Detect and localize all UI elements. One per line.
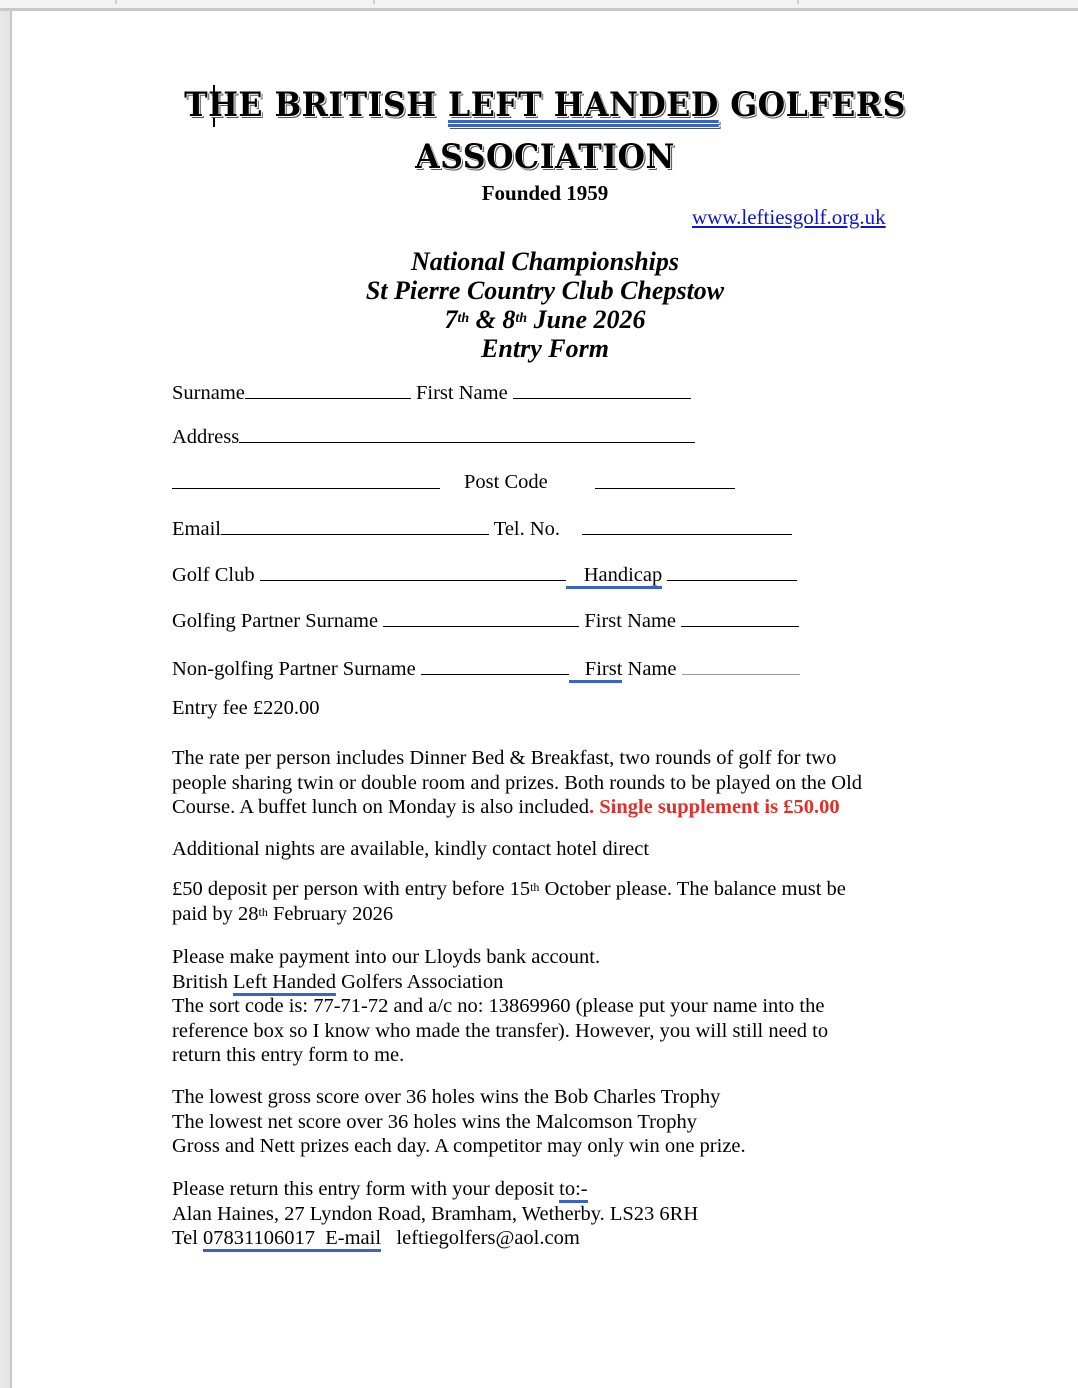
website-link[interactable]: www.leftiesgolf.org.uk — [692, 205, 886, 229]
payment-line: reference box so I know who made the transfer). However, you will still need to — [172, 1019, 829, 1042]
additional-nights: Additional nights are available, kindly contact hotel direct — [172, 838, 650, 860]
date-text: & 8 — [469, 305, 516, 334]
row-email — [172, 516, 560, 542]
golf-club-label: Golf Club — [172, 564, 255, 586]
title-text: GOLFERS — [718, 85, 906, 125]
ruler-tick — [373, 0, 375, 4]
row-golfing-partner — [172, 608, 799, 634]
email-field[interactable] — [221, 516, 489, 535]
row-postcode-field — [595, 470, 735, 496]
payment-line: return this entry form to me. — [172, 1044, 405, 1066]
first-name-field[interactable] — [513, 380, 691, 399]
title-text-spellchecked[interactable]: LEFT HANDED — [448, 85, 719, 125]
non-golfing-name-label: Name — [622, 658, 677, 680]
left-margin-bar — [0, 11, 12, 1388]
address-field[interactable] — [239, 424, 695, 443]
non-golfing-partner-first-name-field[interactable] — [682, 656, 800, 675]
ordinal-suffix: th — [258, 904, 268, 919]
ordinal-suffix: th — [530, 880, 540, 894]
golfing-partner-surname-field[interactable] — [383, 608, 579, 627]
tel-field[interactable] — [582, 516, 792, 535]
non-golfing-partner-surname-field[interactable] — [421, 656, 569, 675]
title-text: THE BRITISH — [184, 85, 449, 125]
rate-paragraph — [172, 746, 862, 820]
golfing-partner-first-name-field[interactable] — [681, 608, 799, 627]
tel-label: Tel. No. — [493, 518, 561, 540]
rate-line: people sharing twin or double room and prizes. Both rounds to be played on the Old — [172, 771, 863, 794]
handicap-field[interactable] — [667, 562, 797, 581]
date-suffix: th — [457, 311, 470, 326]
row-postcode — [172, 470, 440, 496]
payment-line: Golfers Association — [335, 970, 504, 993]
date-text: June 2026 — [527, 305, 646, 334]
email-label: Email — [172, 518, 221, 540]
ruler — [0, 0, 1078, 11]
deposit-text: February 2026 — [267, 902, 394, 925]
date-suffix: th — [515, 311, 528, 326]
ruler-tick — [115, 0, 117, 4]
spellcheck-word[interactable]: Left Handed — [233, 971, 336, 996]
founded-text: Founded 1959 — [481, 181, 609, 205]
trophy-line: The lowest gross score over 36 holes wins the Bob Charles Trophy — [172, 1086, 721, 1108]
post-code-label: Post Code — [464, 471, 548, 493]
address-label: Address — [172, 426, 240, 448]
rate-line: Course. A buffet lunch on Monday is also included — [172, 796, 589, 818]
date-text: 7 — [444, 305, 458, 334]
non-golfing-first-label[interactable]: First — [569, 658, 623, 683]
deposit-text: October please. The balance must be — [539, 878, 846, 900]
document-page[interactable] — [12, 11, 1078, 1388]
payment-paragraph — [172, 945, 828, 1068]
payment-line: British — [172, 970, 233, 993]
trophy-line: The lowest net score over 36 holes wins the Malcomson Trophy — [172, 1110, 697, 1133]
entry-fee: Entry fee £220.00 — [172, 697, 320, 719]
deposit-paragraph — [172, 877, 846, 926]
deposit-text: paid by 28 — [172, 902, 259, 925]
payment-line: Please make payment into our Lloyds bank account. — [172, 946, 601, 968]
address-line-2-field[interactable] — [172, 470, 440, 489]
heading-entry-form: Entry Form — [481, 334, 609, 363]
post-code-field[interactable] — [595, 470, 735, 489]
title-line-1 — [49, 85, 1040, 125]
deposit-text: £50 deposit per person with entry before 15 — [172, 878, 531, 900]
surname-label: Surname — [172, 382, 245, 404]
row-golf-club — [172, 562, 797, 588]
spellcheck-word[interactable]: to:- — [559, 1178, 587, 1203]
non-golfing-partner-surname-label: Non-golfing Partner Surname — [172, 658, 416, 680]
ruler-tick — [797, 0, 799, 4]
heading-venue: St Pierre Country Club Chepstow — [365, 276, 725, 305]
golf-club-field[interactable] — [260, 562, 566, 581]
row-tel-field — [582, 516, 792, 542]
phone-number[interactable]: 07831106017 E-mail — [203, 1227, 381, 1252]
single-supplement-text: . Single supplement is £50.00 — [588, 796, 840, 818]
return-line: Please return this entry form with your deposit — [172, 1178, 560, 1200]
title-line-2: ASSOCIATION — [415, 137, 675, 177]
payment-line: The sort code is: 77-71-72 and a/c no: 13869960 (please put your name into the — [172, 995, 825, 1017]
row-address — [172, 424, 695, 450]
return-address: Alan Haines, 27 Lyndon Road, Bramham, Wetherby. LS23 6RH — [172, 1202, 699, 1225]
tel-label: Tel — [172, 1227, 204, 1249]
heading-championships: National Championships — [410, 247, 680, 276]
contact-email: leftiegolfers@aol.com — [381, 1227, 580, 1249]
golfing-partner-surname-label: Golfing Partner Surname — [172, 610, 379, 632]
heading-date — [12, 305, 1078, 334]
rate-line: The rate per person includes Dinner Bed & Breakfast, two rounds of golf for two — [172, 747, 837, 769]
first-name-label: First Name — [416, 382, 508, 404]
trophy-paragraph — [172, 1085, 746, 1159]
row-name — [172, 380, 691, 406]
row-non-golfing-partner — [172, 656, 800, 682]
handicap-label[interactable]: Handicap — [566, 564, 663, 589]
surname-field[interactable] — [245, 380, 411, 399]
trophy-line: Gross and Nett prizes each day. A competitor may only win one prize. — [172, 1135, 746, 1157]
golfing-partner-first-name-label: First Name — [584, 610, 677, 632]
return-paragraph — [172, 1177, 698, 1251]
